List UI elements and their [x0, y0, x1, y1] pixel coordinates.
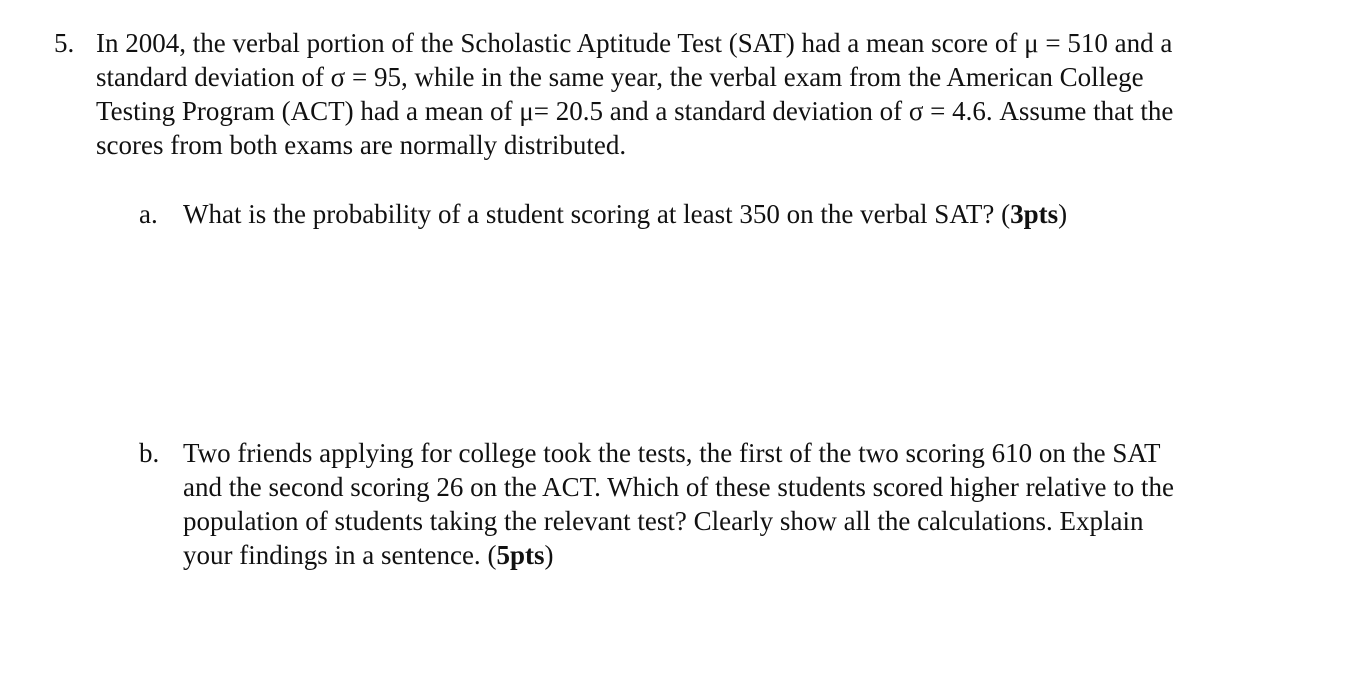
part-b-line: and the second scoring 26 on the ACT. Which of these students scored higher relative to the	[183, 472, 1174, 502]
question-stem-line: scores from both exams are normally distributed.	[96, 130, 627, 160]
question-stem-line: In 2004, the verbal portion of the Scholastic Aptitude Test (SAT) had a mean score of μ = 510 and a	[96, 28, 1173, 58]
part-b-points-open: (	[487, 540, 497, 570]
part-a-points-value: 3pts	[1010, 199, 1059, 229]
part-a-label: a.	[139, 199, 158, 229]
part-b-text	[183, 436, 1273, 572]
part-b-line: Two friends applying for college took the tests, the first of the two scoring 610 on the SAT	[183, 438, 1161, 468]
part-b-line: population of students taking the relevant test? Clearly show all the calculations. Explain	[183, 506, 1144, 536]
part-b-last-line	[183, 538, 1273, 572]
part-b-points-value: 5pts	[496, 540, 545, 570]
question-stem-line: standard deviation of σ = 95, while in the same year, the verbal exam from the American College	[96, 62, 1144, 92]
question-number: 5.	[54, 28, 75, 58]
part-a-points	[1001, 199, 1067, 229]
part-b-last-line-text: your findings in a sentence.	[183, 540, 481, 570]
part-a	[139, 197, 1279, 231]
part-b-points	[487, 540, 553, 570]
question-stem	[96, 26, 1266, 162]
part-a-text	[183, 197, 1273, 231]
part-b	[139, 436, 1279, 572]
question-5	[54, 26, 1314, 162]
question-stem-line: Testing Program (ACT) had a mean of μ= 20.5 and a standard deviation of σ = 4.6. Assume that the	[96, 96, 1174, 126]
part-a-question: What is the probability of a student scoring at least 350 on the verbal SAT?	[183, 199, 995, 229]
part-b-points-close: )	[544, 540, 554, 570]
part-b-label: b.	[139, 438, 160, 468]
part-a-points-close: )	[1058, 199, 1068, 229]
part-a-points-open: (	[1001, 199, 1011, 229]
